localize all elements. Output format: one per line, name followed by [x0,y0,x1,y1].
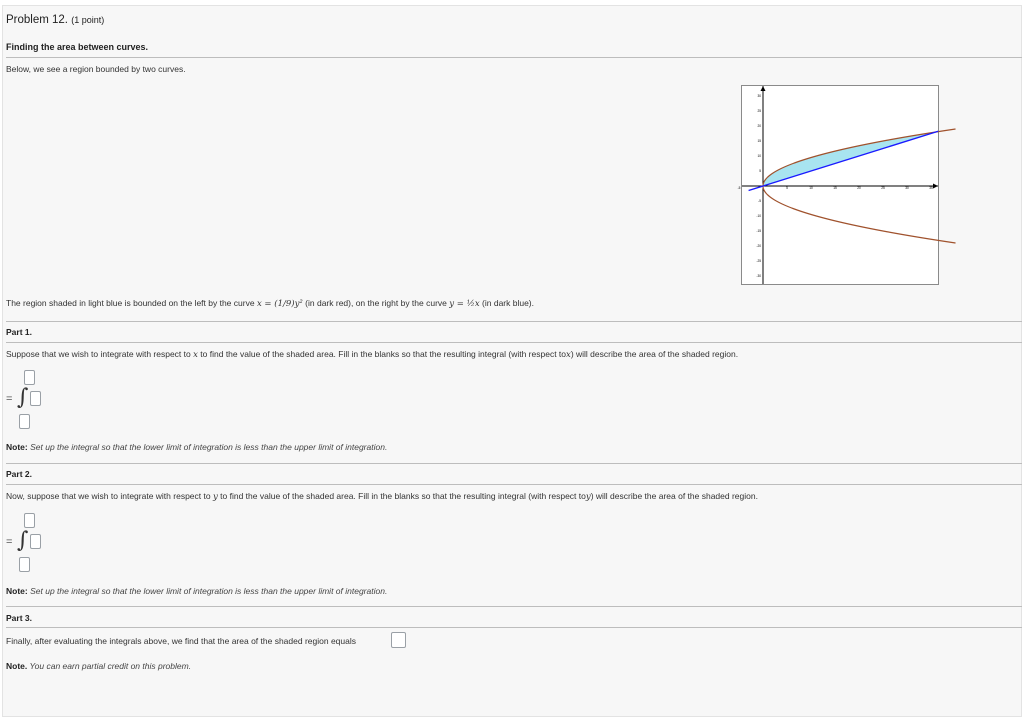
part2-prompt-a: Now, suppose that we wish to integrate with respect to [6,491,211,501]
x-tick-label: 35 [929,186,933,190]
part1-prompt [6,349,738,360]
divider [6,463,1022,464]
part1-var: x [193,350,198,360]
y-tick-label: -5 [758,199,761,203]
y-tick-label: 15 [757,139,761,143]
divider [6,606,1022,607]
part1-note-label: Note: [6,442,28,452]
part1-prompt-c: ) will describe the area of the shaded region. [570,349,739,359]
divider [6,627,1022,628]
divider [6,342,1022,343]
description-prefix: The region shaded in light blue is bounded on the left by the curve [6,298,255,308]
x-tick-label: 5 [786,186,788,190]
divider [6,321,1022,322]
part1-integral-sign: ∫ [17,385,29,410]
part1-integrand-input[interactable] [30,391,41,406]
problem-subtitle: Finding the area between curves. [6,42,149,52]
problem-title [6,14,104,26]
part3-note-text: You can earn partial credit on this problem. [29,661,192,671]
x-tick-label: 15 [833,186,837,190]
problem-points: (1 point) [71,15,105,25]
part2-integral-sign: ∫ [17,528,29,553]
divider [6,484,1022,485]
problem-number: Problem 12. [6,14,69,26]
y-tick-label: -30 [756,274,761,278]
part1-var: x [566,350,571,360]
part3-note-label: Note. [6,661,28,671]
y-tick-label: -25 [756,259,761,263]
part1-label: Part 1. [6,327,32,337]
x-tick-label: -5 [737,186,741,190]
part2-prompt-b: to find the value of the shaded area. Fill in the blanks so that the resulting integral (with respect to [220,491,586,501]
x-tick-labels [738,186,933,190]
y-tick-label: 30 [757,94,761,98]
part2-var: y [585,492,591,502]
x-tick-label: 20 [857,186,861,190]
left-curve-equation: x = (1/9)y² [256,299,303,309]
y-tick-label: 10 [757,154,761,158]
region-description [6,298,534,309]
y-tick-label: 5 [759,169,761,173]
part3-note [6,661,191,671]
part2-prompt [6,491,758,502]
part2-integrand-input[interactable] [30,534,41,549]
y-axis-arrow [761,86,766,91]
part3-prompt: Finally, after evaluating the integrals above, we find that the area of the shaded region equals [6,636,356,646]
part2-lower-limit-input[interactable] [19,557,30,572]
part2-equals: = [6,536,13,548]
part2-var: y [212,492,218,502]
x-tick-label: 10 [809,186,813,190]
y-tick-label: 25 [757,109,761,113]
right-curve-dark-blue [749,131,939,190]
part1-upper-limit-input[interactable] [24,370,35,385]
part2-note-text: Set up the integral so that the lower limit of integration is less than the upper limit of integration. [30,586,388,596]
x-axis-arrow [933,184,938,189]
graph-canvas [737,86,938,284]
part3-area-input[interactable] [391,632,406,648]
part2-upper-limit-input[interactable] [24,513,35,528]
part3-label: Part 3. [6,613,32,623]
divider [6,57,1022,58]
right-curve-equation: y = ½x [449,299,480,309]
part1-note-text: Set up the integral so that the lower limit of integration is less than the upper limit of integration. [30,442,388,452]
part2-label: Part 2. [6,469,32,479]
intro-text: Below, we see a region bounded by two curves. [6,64,186,74]
part1-prompt-b: to find the value of the shaded area. Fill in the blanks so that the resulting integral (with respect to [200,349,567,359]
region-graph [737,85,939,285]
left-curve-note: (in dark red), on the right by the curve [305,298,447,308]
part1-note [6,442,387,452]
part1-lower-limit-input[interactable] [19,414,30,429]
x-tick-label: 30 [905,186,909,190]
part1-prompt-a: Suppose that we wish to integrate with respect to [6,349,191,359]
part2-note [6,586,387,596]
y-tick-label: -15 [756,229,761,233]
part2-note-label: Note: [6,586,28,596]
y-tick-label: 20 [757,124,761,128]
part1-equals: = [6,393,13,405]
part2-prompt-c: ) will describe the area of the shaded region. [590,491,758,501]
y-tick-label: -20 [756,244,761,248]
x-tick-label: 25 [881,186,885,190]
y-tick-label: -10 [756,214,761,218]
right-curve-note: (in dark blue). [482,298,534,308]
